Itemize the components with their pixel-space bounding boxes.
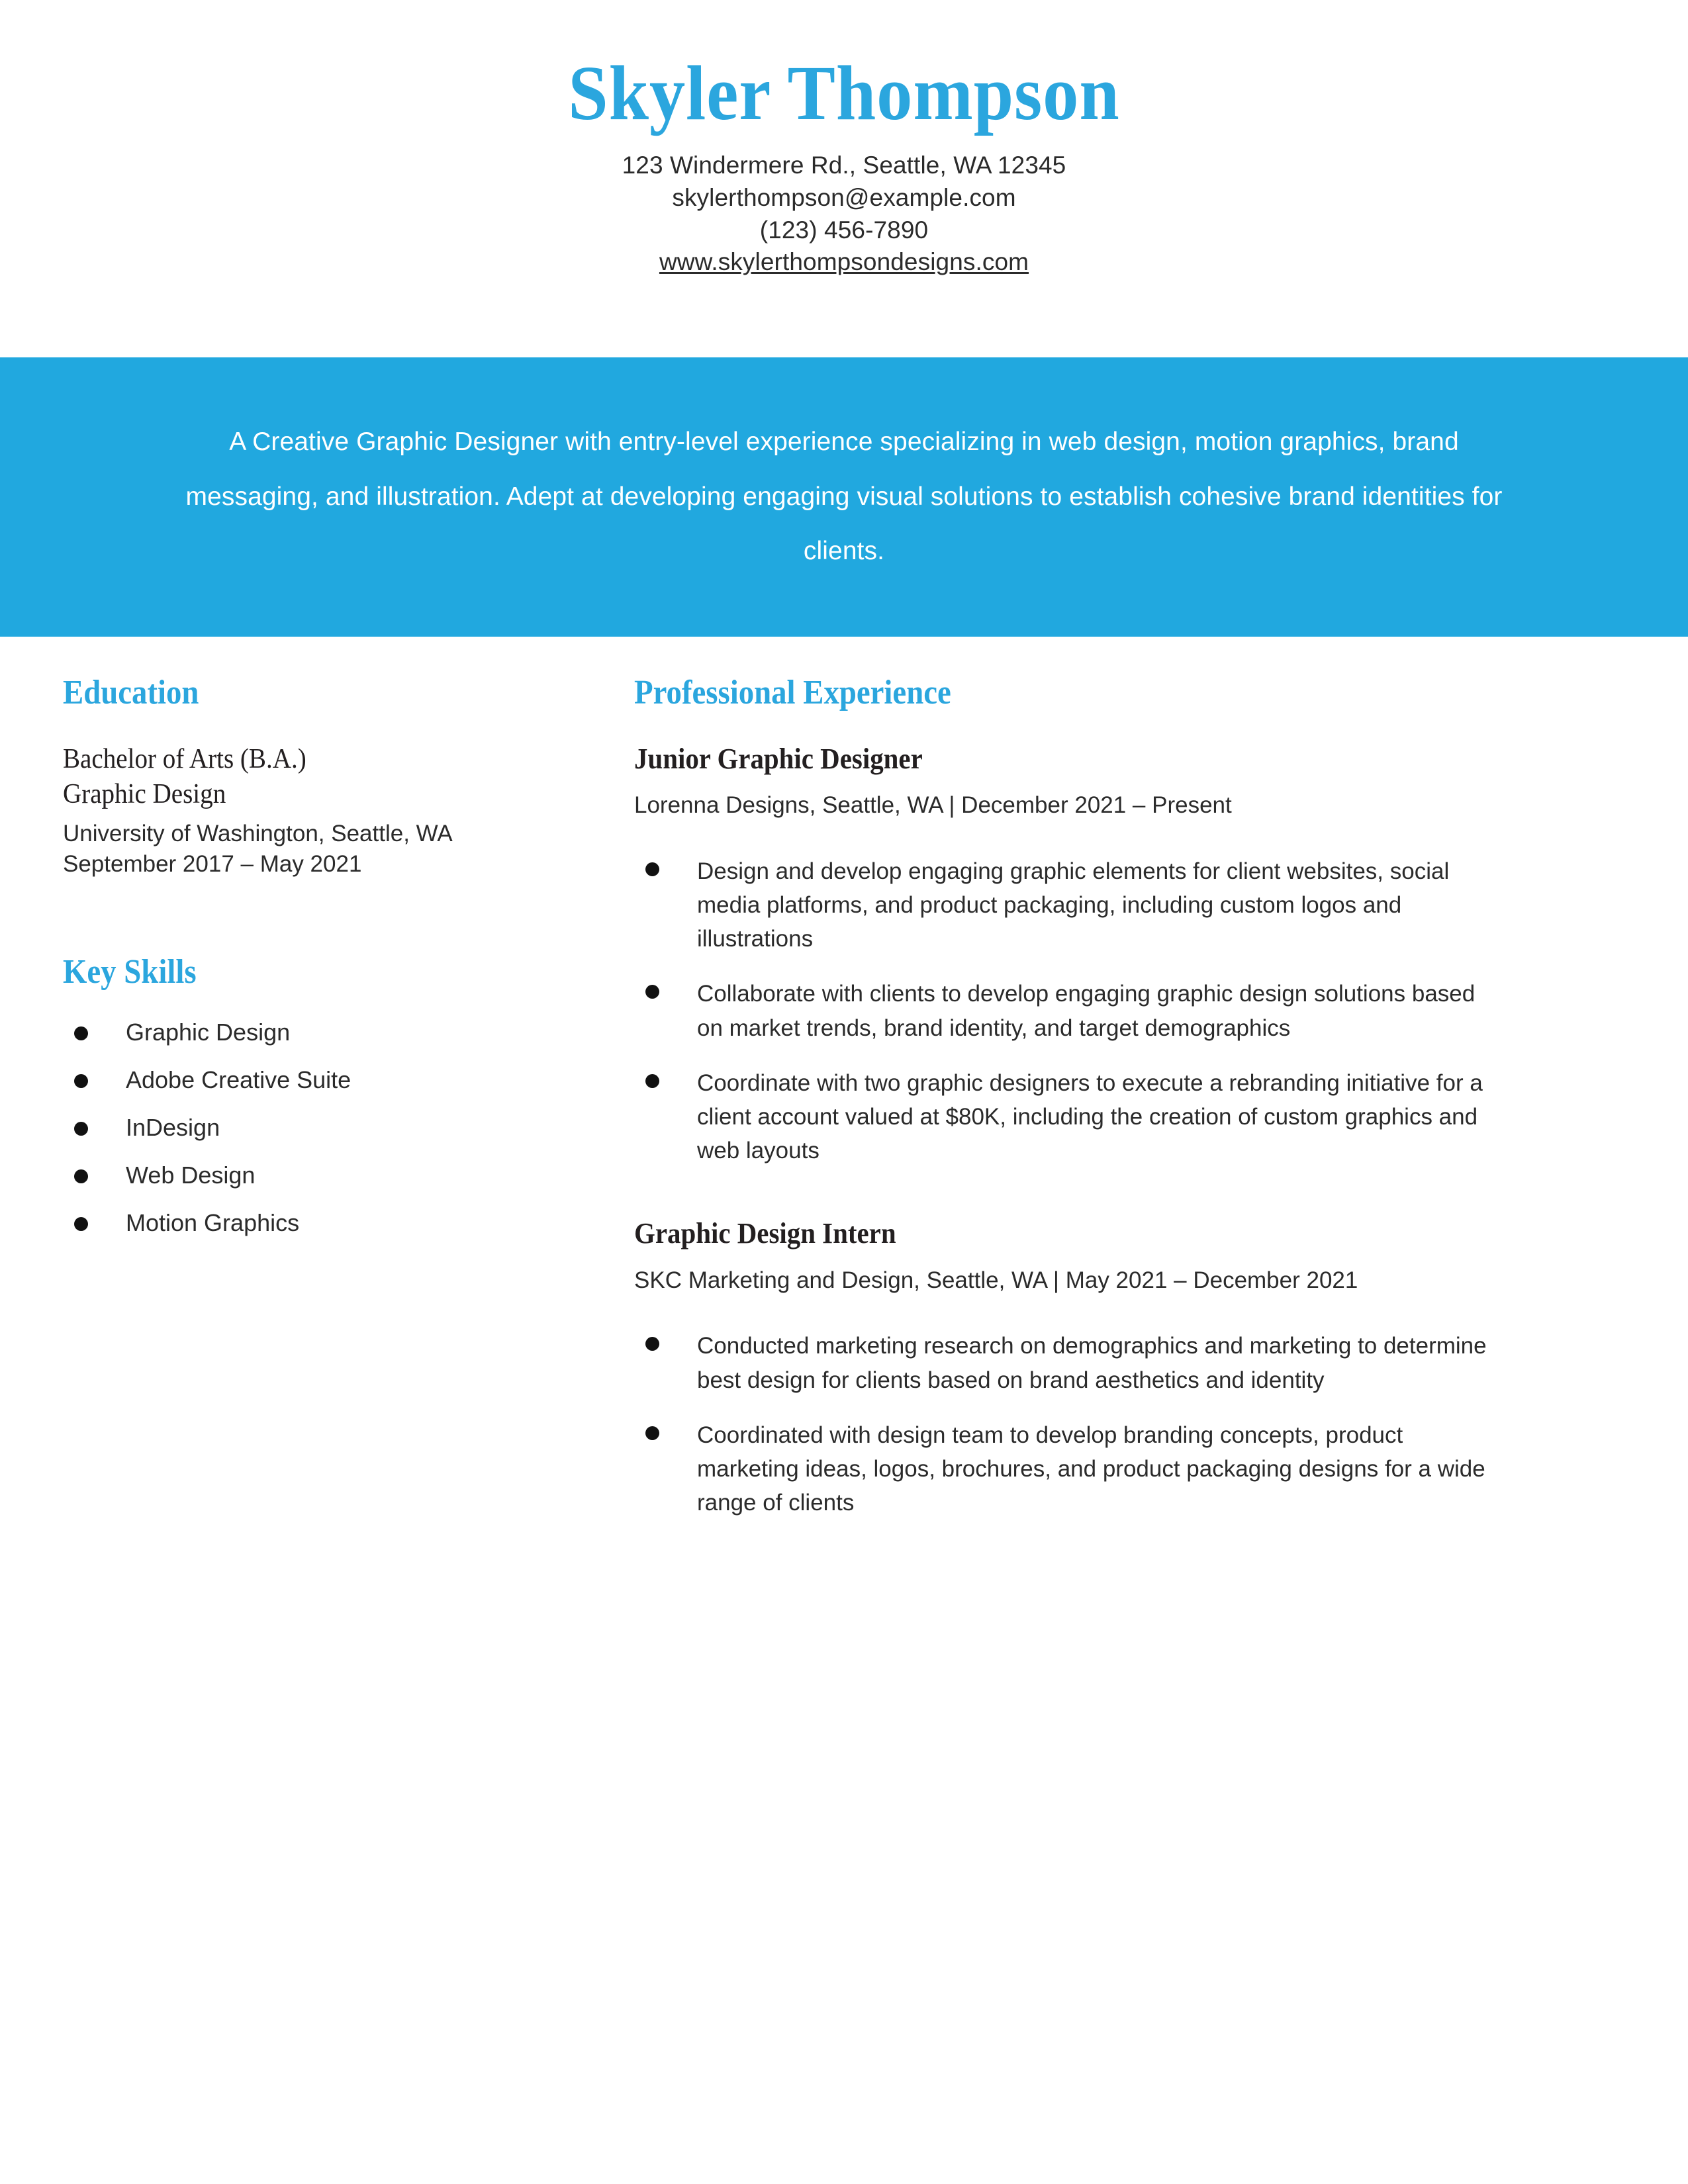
job-company-and-dates: SKC Marketing and Design, Seattle, WA | May 2021 – December 2021 — [634, 1267, 1358, 1293]
professional-summary-band — [0, 357, 1688, 637]
job-company-and-dates: Lorenna Designs, Seattle, WA | December 2021 – Present — [634, 792, 1232, 819]
list-item — [63, 1163, 586, 1187]
contact-website-link[interactable]: www.skylerthompsondesigns.com — [659, 248, 1029, 276]
bullet-dot-icon — [74, 1074, 88, 1088]
experience-heading: Professional Experience — [634, 674, 951, 711]
key-skills-heading: Key Skills — [63, 952, 197, 991]
resume-header — [0, 0, 1688, 279]
skill-label: Graphic Design — [126, 1019, 291, 1046]
contact-address: 123 Windermere Rd., Seattle, WA 12345 — [622, 152, 1066, 179]
professional-summary-text: A Creative Graphic Designer with entry-level experience specializing in web design, motion graphics, brand messaging, and illustration. Adept at developing engaging visual solutions to establish cohesive brand identities for clients. — [185, 427, 1503, 566]
list-item — [634, 977, 1501, 1044]
contact-block — [0, 150, 1688, 279]
skill-label: Motion Graphics — [126, 1209, 300, 1237]
bullet-dot-icon — [74, 1169, 88, 1183]
responsibility-text: Coordinate with two graphic designers to execute a rebranding initiative for a client account valued at $80K, including the creation of custom graphics and web layouts — [697, 1069, 1483, 1163]
job-title: Graphic Design Intern — [634, 1216, 896, 1250]
list-item — [63, 1211, 586, 1235]
bullet-dot-icon — [645, 1337, 659, 1351]
skill-label: Adobe Creative Suite — [126, 1066, 352, 1094]
bullet-dot-icon — [645, 1074, 659, 1088]
bullet-dot-icon — [74, 1122, 88, 1136]
experience-entry-1 — [634, 742, 1501, 1167]
education-meta — [63, 819, 586, 880]
bullet-dot-icon — [645, 1426, 659, 1440]
education-degree-line-2: Graphic Design — [63, 778, 226, 809]
education-heading: Education — [63, 674, 199, 711]
education-degree-line-1: Bachelor of Arts (B.A.) — [63, 743, 306, 774]
bullet-dot-icon — [645, 985, 659, 999]
job-responsibilities-list — [634, 854, 1501, 1167]
responsibility-text: Conducted marketing research on demographics and marketing to determine best design for clients based on brand aesthetics and identity — [697, 1333, 1487, 1393]
list-item — [63, 1068, 586, 1092]
education-dates: September 2017 – May 2021 — [63, 851, 362, 878]
bullet-dot-icon — [645, 862, 659, 876]
education-school: University of Washington, Seattle, WA — [63, 821, 453, 847]
list-item — [634, 1329, 1501, 1396]
list-item — [634, 854, 1501, 956]
right-column — [634, 675, 1501, 1522]
list-item — [63, 1021, 586, 1044]
list-item — [634, 1418, 1501, 1520]
responsibility-text: Coordinated with design team to develop branding concepts, product marketing ideas, logos, brochures, and product packaging designs for a wide range of clients — [697, 1422, 1485, 1516]
key-skills-list — [63, 1021, 586, 1235]
responsibility-text: Collaborate with clients to develop engaging graphic design solutions based on market trends, brand identity, and target demographics — [697, 981, 1476, 1041]
bullet-dot-icon — [74, 1217, 88, 1231]
education-entry — [63, 742, 586, 880]
left-column — [63, 675, 586, 1259]
bullet-dot-icon — [74, 1026, 88, 1040]
skill-label: InDesign — [126, 1114, 220, 1142]
list-item — [634, 1066, 1501, 1167]
responsibility-text: Design and develop engaging graphic elements for client websites, social media platforms, and product packaging, including custom logos and illustrations — [697, 858, 1450, 952]
contact-email[interactable]: skylerthompson@example.com — [672, 183, 1016, 211]
candidate-name: Skyler Thompson — [568, 50, 1120, 136]
job-responsibilities-list — [634, 1329, 1501, 1519]
experience-entry-2 — [634, 1216, 1501, 1520]
job-title: Junior Graphic Designer — [634, 742, 923, 775]
list-item — [63, 1116, 586, 1140]
skill-label: Web Design — [126, 1161, 256, 1189]
contact-phone: (123) 456-7890 — [759, 216, 929, 244]
